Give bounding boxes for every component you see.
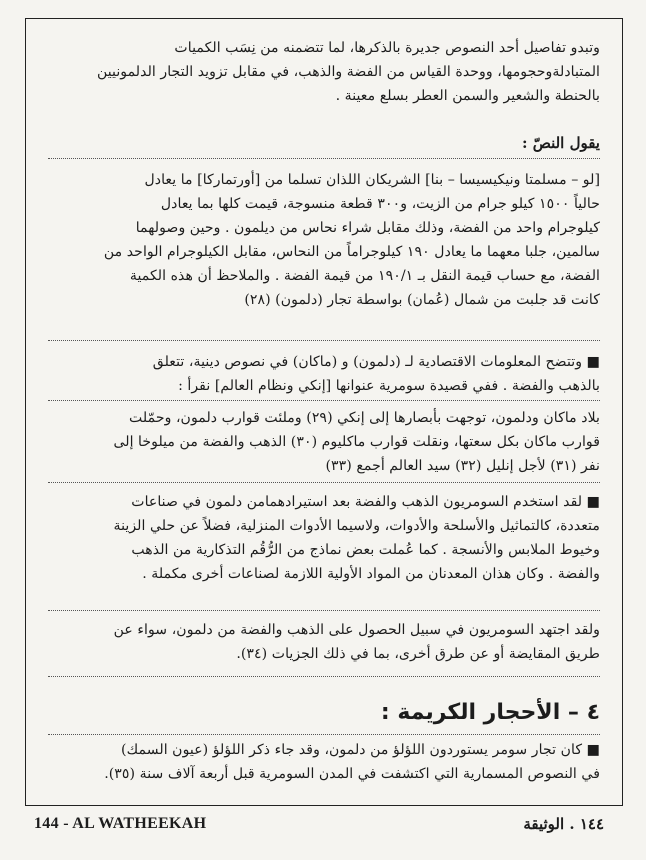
text-line: المتبادلةوحجومها، ووحدة القياس من الفضة والذهب، في مقابل تزويد التجار الدلمونيين: [96, 64, 600, 80]
text-line: وخيوط الملابس والأنسجة . كما عُملت بعض نماذج من الرُّقُم التذكارية من الذهب: [131, 542, 600, 558]
text-line: حالياً ١٥٠٠ كيلو جرام من الزيت، و٣٠٠ قطعة منسوجة، قيمت كلها بما يعادل: [160, 196, 600, 212]
intro-paragraph: [48, 36, 600, 108]
text-line: والفضة . وكان هذان المعدنان من المواد الأولية اللازمة لصناعات أخرى مكملة .: [142, 566, 600, 582]
separator: [48, 734, 600, 735]
separator: [48, 400, 600, 401]
text-line: نفر (٣١) لأجل إنليل (٣٢) سيد العالم أجمع (٣٣): [325, 458, 600, 474]
text-line: كانت قد جلبت من شمال (عُمان) بواسطة تجار (دلمون) (٢٨): [244, 292, 600, 308]
text-line: ■ لقد استخدم السومريون الذهب والفضة بعد استيرادهمامن دلمون في صناعات: [131, 494, 600, 510]
footer-page-label-latin: 144 - AL WATHEEKAH: [34, 815, 207, 832]
text-line: بلاد ماكان ودلمون، توجهت بأبصارها إلى إنكي (٢٩) وملئت قوارب دلمون، وحمّلت: [128, 410, 600, 426]
text-line: ■ كان تجار سومر يستوردون اللؤلؤ من دلمون، وقد جاء ذكر اللؤلؤ (عيون السمك): [121, 742, 600, 758]
text-line: كيلوجرام واحد من الفضة، وذلك مقابل شراء نحاس من ديلمون . وحين وصولهما: [135, 220, 600, 236]
text-line: [لو – مسلمتا ونيكيسيسا – بنا] الشريكان اللذان تسلما من [أورتماركا] ما يعادل: [144, 172, 600, 188]
text-line: ■ وتتضح المعلومات الاقتصادية لـ (دلمون) و (ماكان) في نصوص دينية، تتعلق: [152, 354, 600, 370]
sumerian-usage-paragraph: [48, 490, 600, 586]
text-line: متعددة، كالتماثيل والأسلحة والأدوات، ولاسيما الأدوات المنزلية، فضلاً عن حلي الزينة: [113, 518, 600, 534]
acquisition-paragraph: [48, 618, 600, 666]
separator: [48, 340, 600, 341]
text-line: سالمين، جلبا معهما ما يعادل ١٩٠ كيلوجراماً من النحاس، مقابل الكيلوجرام الواحد من: [103, 244, 600, 260]
separator: [48, 610, 600, 611]
text-line: قوارب ماكان بكل سعتها، ونقلت قوارب ماكليوم (٣٠) الذهب والفضة من ميلوخا إلى: [113, 434, 600, 450]
text-line: ولقد اجتهد السومريون في سبيل الحصول على الذهب والفضة من دلمون، سواء عن: [113, 622, 600, 638]
footer-page-label-arabic: ١٤٤ . الوثيقة: [523, 815, 604, 833]
text-line: بالحنطة والشعير والسمن العطر بسلع معينة .: [335, 88, 600, 104]
text-line: وتبدو تفاصيل أحد النصوص جديرة بالذكرها، لما تتضمنه من نِسَب الكميات: [174, 40, 600, 56]
quote-heading: يقول النصّ :: [521, 134, 600, 152]
separator: [48, 676, 600, 677]
section-title: ٤ – الأحجار الكريمة :: [380, 700, 600, 725]
text-line: طريق المقايضة أو عن طرق أخرى، بما في ذلك الجزيات (٣٤).: [236, 646, 600, 662]
pearls-paragraph: [48, 738, 600, 786]
text-line: الفضة، مع حساب قيمة النقل بـ ١٩٠/١ من قيمة الفضة . والملاحظ أن هذه الكمية: [129, 268, 600, 284]
separator: [48, 482, 600, 483]
economic-paragraph: [48, 350, 600, 398]
text-line: بالذهب والفضة . ففي قصيدة سومرية عنوانها [إنكي ونظام العالم] نقرأ :: [178, 378, 600, 394]
text-line: في النصوص المسمارية التي اكتشفت في المدن السومرية قبل أربعة آلاف سنة (٣٥).: [104, 766, 600, 782]
quote-paragraph: [48, 168, 600, 312]
separator: [48, 158, 600, 159]
poem-paragraph: [48, 406, 600, 478]
